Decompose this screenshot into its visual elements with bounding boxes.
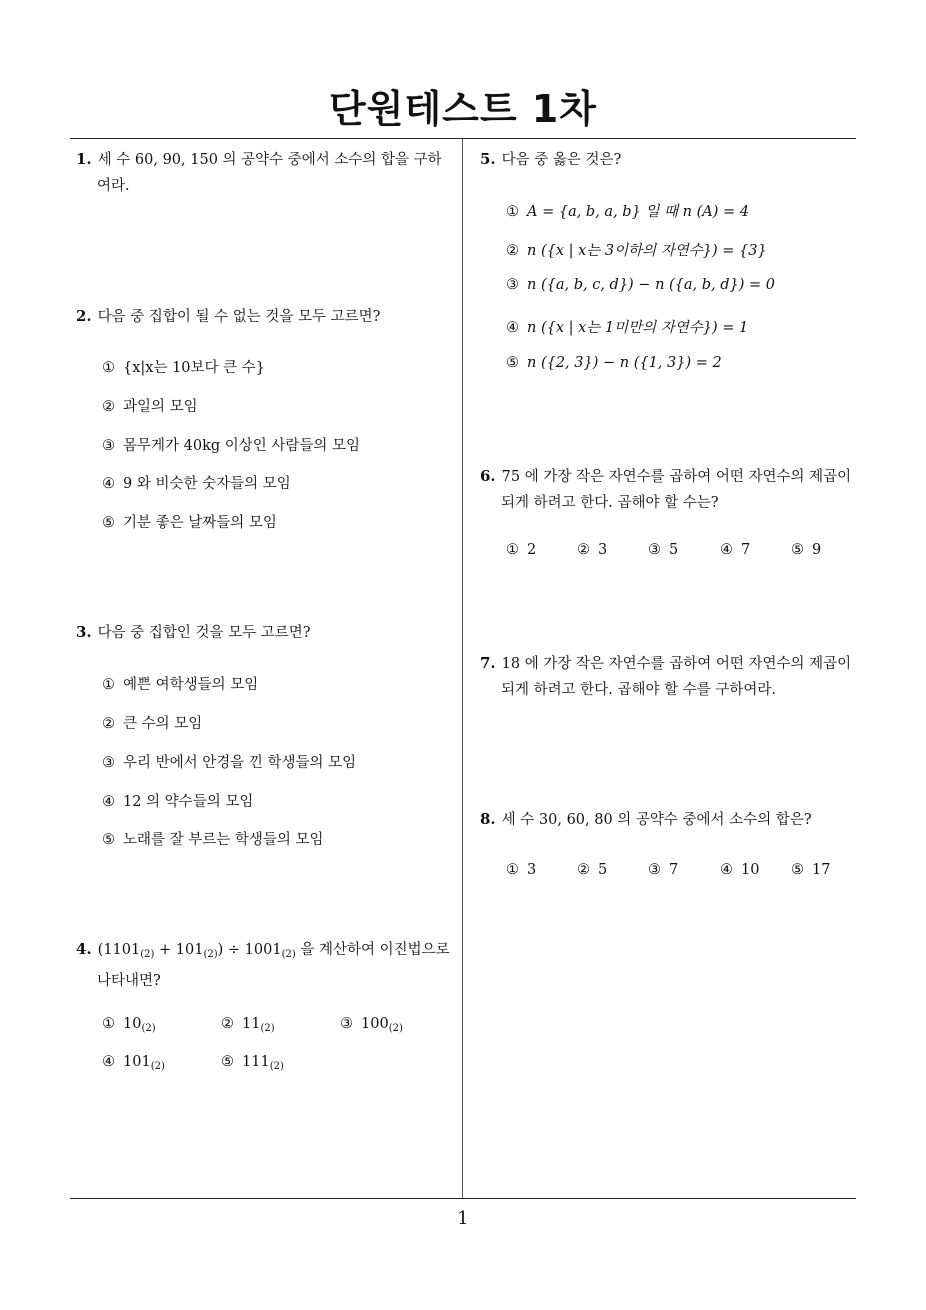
option-marker: ② [577, 542, 590, 558]
option-marker: ② [221, 1016, 234, 1032]
option-text: n ({a, b, c, d}) − n ({a, b, d}) = 0 [527, 277, 776, 293]
option-value: 100 [361, 1016, 389, 1032]
option-5[interactable] [102, 511, 277, 532]
option-marker: ④ [506, 320, 519, 336]
option-marker: ④ [102, 1054, 115, 1070]
option-2[interactable] [221, 1016, 275, 1034]
option-marker: ① [506, 542, 519, 558]
option-text: 7 [741, 542, 751, 558]
option-marker: ② [102, 716, 115, 732]
option-text: 17 [812, 862, 831, 878]
option-text: 10 [741, 862, 760, 878]
question-stem: $(1101_{(2)} + 101_{(2)}) \div 1001_{(2)}$ 을 계산하여 이진법으로 [97, 942, 450, 960]
option-4[interactable] [720, 542, 750, 558]
option-marker: ① [506, 862, 519, 878]
option-marker: ② [102, 399, 115, 415]
question-stem-continued: 되게 하려고 한다. 곱해야 할 수를 구하여라. [501, 682, 776, 698]
option-text: 몸무게가 40kg 이상인 사람들의 모임 [123, 438, 361, 454]
question-number: 1. [76, 150, 92, 168]
option-text: 5 [669, 542, 679, 558]
option-4[interactable] [102, 1054, 165, 1072]
option-text: 3 [598, 542, 608, 558]
option-marker: ③ [648, 862, 661, 878]
option-marker: ⑤ [791, 542, 804, 558]
option-marker: ② [577, 862, 590, 878]
option-3[interactable] [648, 542, 678, 558]
option-text: 9 [812, 542, 822, 558]
question-stem: 다음 중 옳은 것은? [501, 152, 622, 168]
option-text: n ({x | x는 1미만의 자연수}) = 1 [527, 320, 749, 336]
option-2[interactable] [577, 862, 607, 878]
option-4[interactable] [102, 472, 291, 493]
page-number: 1 [457, 1208, 469, 1229]
option-marker: ③ [340, 1016, 353, 1032]
question-stem: 세 수 30, 60, 80 의 공약수 중에서 소수의 합은? [501, 812, 812, 828]
question-number: 7. [480, 654, 496, 672]
bottom-rule [70, 1198, 856, 1199]
option-base: (2) [269, 1061, 284, 1072]
option-base: (2) [141, 1023, 156, 1034]
option-value: 11 [242, 1016, 261, 1032]
option-marker: ① [506, 204, 519, 220]
option-5[interactable] [791, 542, 821, 558]
option-marker: ⑤ [506, 355, 519, 371]
option-text: 기분 좋은 날짜들의 모임 [123, 515, 277, 531]
option-1[interactable] [506, 862, 536, 878]
option-value: 111 [242, 1054, 270, 1070]
option-marker: ② [506, 243, 519, 259]
option-text: {x|x는 10보다 큰 수} [123, 360, 266, 376]
option-text: 노래를 잘 부르는 학생들의 모임 [123, 832, 324, 848]
option-marker: ③ [648, 542, 661, 558]
question-3 [76, 619, 461, 646]
option-1[interactable] [506, 542, 536, 558]
question-stem: 18 에 가장 작은 자연수를 곱하여 어떤 자연수의 제곱이 [501, 656, 852, 672]
option-marker: ④ [102, 794, 115, 810]
question-number: 8. [480, 810, 496, 828]
option-text: n ({x | x는 3이하의 자연수}) = {3} [527, 243, 767, 259]
question-number: 5. [480, 150, 496, 168]
question-stem: 세 수 60, 90, 150 의 공약수 중에서 소수의 합을 구하 [97, 152, 442, 168]
option-5[interactable] [791, 862, 830, 878]
option-base: (2) [388, 1023, 403, 1034]
question-number: 3. [76, 623, 92, 641]
option-marker: ⑤ [221, 1054, 234, 1070]
option-3[interactable] [102, 434, 360, 455]
option-5[interactable] [221, 1054, 284, 1072]
question-1 [76, 146, 461, 199]
option-base: (2) [260, 1023, 275, 1034]
option-3[interactable] [340, 1016, 403, 1034]
option-5[interactable] [102, 828, 324, 849]
question-6 [480, 463, 865, 516]
option-2[interactable] [506, 239, 767, 260]
top-rule [70, 138, 856, 139]
option-4[interactable] [506, 316, 748, 337]
option-4[interactable] [102, 790, 253, 811]
option-marker: ④ [720, 862, 733, 878]
question-number: 4. [76, 940, 92, 958]
option-marker: ⑤ [102, 515, 115, 531]
option-3[interactable] [648, 862, 678, 878]
question-stem-continued: 나타내면? [97, 973, 161, 989]
column-divider [462, 139, 463, 1199]
option-marker: ① [102, 677, 115, 693]
option-marker: ④ [102, 476, 115, 492]
option-4[interactable] [720, 862, 759, 878]
option-3[interactable] [102, 751, 356, 772]
question-stem: 다음 중 집합이 될 수 없는 것을 모두 고르면? [97, 309, 381, 325]
question-stem-continued: 되게 하려고 한다. 곱해야 할 수는? [501, 495, 719, 511]
question-number: 2. [76, 307, 92, 325]
option-1[interactable] [506, 200, 749, 221]
option-marker: ① [102, 360, 115, 376]
option-value: 101 [123, 1054, 151, 1070]
option-text: 예쁜 여학생들의 모임 [123, 677, 259, 693]
option-text: 3 [527, 862, 537, 878]
option-2[interactable] [577, 542, 607, 558]
option-text: 큰 수의 모임 [123, 716, 203, 732]
option-text: 우리 반에서 안경을 낀 학생들의 모임 [123, 755, 357, 771]
option-text: 2 [527, 542, 537, 558]
option-value: 10 [123, 1016, 142, 1032]
option-3[interactable] [506, 277, 775, 293]
option-text: n ({2, 3}) − n ({1, 3}) = 2 [527, 355, 722, 371]
question-5 [480, 146, 860, 173]
option-marker: ⑤ [102, 832, 115, 848]
option-marker: ① [102, 1016, 115, 1032]
option-2[interactable] [102, 712, 202, 733]
option-base: (2) [150, 1061, 165, 1072]
option-text: 5 [598, 862, 608, 878]
option-marker: ③ [102, 438, 115, 454]
page-title: 단원테스트 1차 [329, 87, 597, 131]
option-text: 9 와 비슷한 숫자들의 모임 [123, 476, 291, 492]
question-stem: 다음 중 집합인 것을 모두 고르면? [97, 625, 311, 641]
option-1[interactable] [102, 673, 258, 694]
option-1[interactable] [102, 1016, 156, 1034]
option-text: 과일의 모임 [123, 399, 198, 415]
option-marker: ③ [506, 277, 519, 293]
question-stem-continued: 여라. [97, 178, 130, 194]
option-text: A = {a, b, a, b} 일 때 n (A) = 4 [527, 204, 749, 220]
option-2[interactable] [102, 395, 198, 416]
option-1[interactable] [102, 356, 265, 377]
question-4 [76, 936, 461, 994]
question-stem: 75 에 가장 작은 자연수를 곱하여 어떤 자연수의 제곱이 [501, 469, 852, 485]
option-marker: ③ [102, 755, 115, 771]
option-5[interactable] [506, 355, 722, 371]
question-7 [480, 650, 865, 703]
option-marker: ④ [720, 542, 733, 558]
option-text: 7 [669, 862, 679, 878]
option-text: 12 의 약수들의 모임 [123, 794, 254, 810]
question-8 [480, 806, 865, 833]
question-2 [76, 303, 461, 330]
question-number: 6. [480, 467, 496, 485]
option-marker: ⑤ [791, 862, 804, 878]
